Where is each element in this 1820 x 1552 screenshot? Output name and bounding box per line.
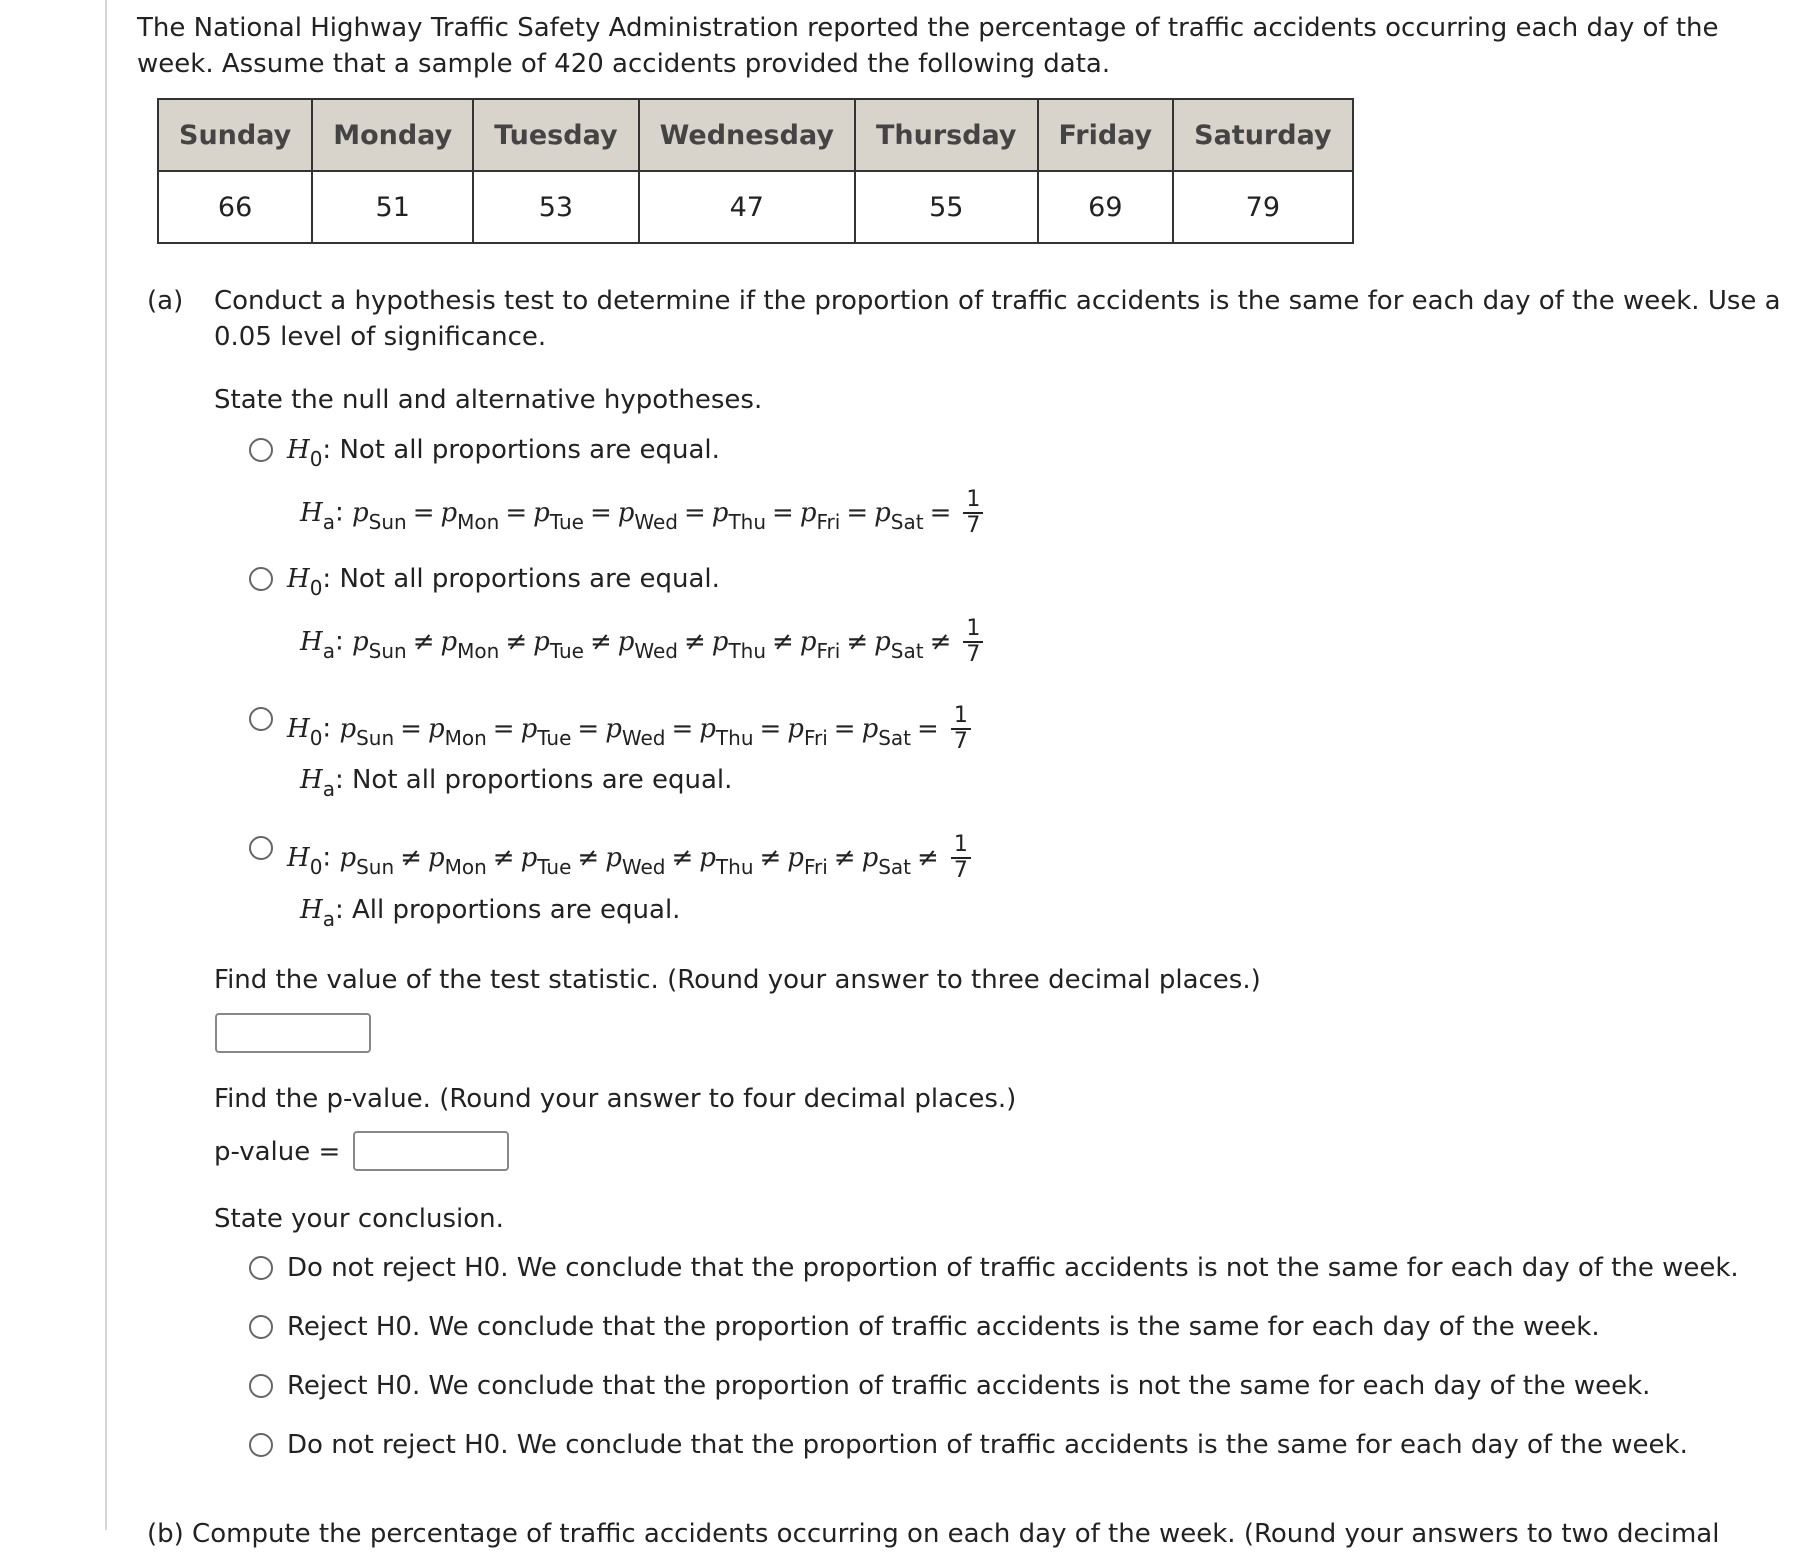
h0-text: Not all proportions are equal. — [339, 435, 720, 465]
pvalue-prompt: Find the p-value. (Round your answer to four decimal places.) — [214, 1084, 1017, 1114]
table-header: Friday — [1038, 99, 1174, 171]
hypothesis-option-1-h0: $H_0$: Not all proportions are equal. — [287, 435, 720, 471]
hypothesis-option-3-ha: $H_a$: Not all proportions are equal. — [300, 765, 733, 801]
table-header: Wednesday — [639, 99, 855, 171]
conclusion-option-3-label: Reject H0. We conclude that the proportion of traffic accidents is not the same for each day of the week. — [287, 1371, 1651, 1401]
test-statistic-prompt: Find the value of the test statistic. (Round your answer to three decimal places.) — [214, 965, 1261, 995]
part-a-label: (a) — [147, 286, 184, 316]
hypothesis-option-1-radio[interactable] — [249, 438, 273, 462]
intro-text: The National Highway Traffic Safety Administration reported the percentage of traffic accidents occurring each day of the week. Assume that a sample of 420 accidents provided the following data. — [137, 13, 1719, 79]
table-header: Sunday — [158, 99, 312, 171]
part-b-cutoff-text: (b) Compute the percentage of traffic accidents occurring on each day of the week. (Round your answers to two decimal — [147, 1519, 1720, 1549]
table-cell: 69 — [1038, 171, 1174, 243]
table-header: Monday — [312, 99, 473, 171]
conclusion-option-2-radio[interactable] — [249, 1315, 273, 1339]
table-cell: 66 — [158, 171, 312, 243]
conclusion-option-1-label: Do not reject H0. We conclude that the proportion of traffic accidents is not the same for each day of the week. — [287, 1253, 1739, 1283]
ha-text: Not all proportions are equal. — [351, 765, 733, 795]
table-row — [158, 171, 1353, 243]
pvalue-input[interactable] — [353, 1131, 509, 1171]
table-header: Tuesday — [473, 99, 638, 171]
table-header: Thursday — [855, 99, 1038, 171]
conclusion-option-1-radio[interactable] — [249, 1256, 273, 1280]
table-header-row — [158, 99, 1353, 171]
table-cell: 79 — [1173, 171, 1352, 243]
pvalue-label: p-value = — [214, 1137, 341, 1167]
hypotheses-prompt: State the null and alternative hypotheses. — [214, 385, 763, 415]
hypothesis-option-3-h0: $H_0$: $p_{Sun} = p_{Mon} = p_{Tue} = p_{Wed} = p_{Thu} = p_{Fri} = p_{Sat}$ = $\frac{1}{7}$ — [287, 704, 971, 754]
hypothesis-option-2-radio[interactable] — [249, 567, 273, 591]
hypothesis-option-2-h0: $H_0$: Not all proportions are equal. — [287, 564, 720, 600]
table-cell: 55 — [855, 171, 1038, 243]
conclusion-prompt: State your conclusion. — [214, 1204, 504, 1234]
hypothesis-option-4-radio[interactable] — [249, 836, 273, 860]
hypothesis-option-4-h0: $H_0$: $p_{Sun} \ne p_{Mon} \ne p_{Tue} \ne p_{Wed} \ne p_{Thu} \ne p_{Fri} \ne p_{Sat}$ ≠ $\frac{1}{7}$ — [287, 833, 971, 883]
table-header: Saturday — [1173, 99, 1352, 171]
table-cell: 53 — [473, 171, 638, 243]
accident-data-table — [157, 98, 1354, 244]
hypothesis-option-4-ha: $H_a$: All proportions are equal. — [300, 895, 681, 931]
hypothesis-option-3-radio[interactable] — [249, 707, 273, 731]
question-content — [137, 10, 1797, 82]
conclusion-option-2-label: Reject H0. We conclude that the proportion of traffic accidents is the same for each day of the week. — [287, 1312, 1600, 1342]
h0-text: Not all proportions are equal. — [339, 564, 720, 594]
conclusion-option-3-radio[interactable] — [249, 1374, 273, 1398]
conclusion-option-4-radio[interactable] — [249, 1433, 273, 1457]
hypothesis-option-2-ha: $H_a$: $p_{Sun} \ne p_{Mon} \ne p_{Tue} \ne p_{Wed} \ne p_{Thu} \ne p_{Fri} \ne p_{Sat}$ ≠ $\frac{1}{7}$ — [300, 617, 983, 667]
part-a-text: Conduct a hypothesis test to determine if the proportion of traffic accidents is the same for each day of the week. Use a 0.05 level of significance. — [214, 286, 1781, 352]
conclusion-option-4-label: Do not reject H0. We conclude that the proportion of traffic accidents is the same for each day of the week. — [287, 1430, 1688, 1460]
left-margin-line — [105, 0, 107, 1530]
ha-text: All proportions are equal. — [351, 895, 681, 925]
test-statistic-input[interactable] — [215, 1013, 371, 1053]
hypothesis-option-1-ha: $H_a$: $p_{Sun} = p_{Mon} = p_{Tue} = p_{Wed} = p_{Thu} = p_{Fri} = p_{Sat}$ = $\frac{1}{7}$ — [300, 488, 983, 538]
table-cell: 47 — [639, 171, 855, 243]
table-cell: 51 — [312, 171, 473, 243]
